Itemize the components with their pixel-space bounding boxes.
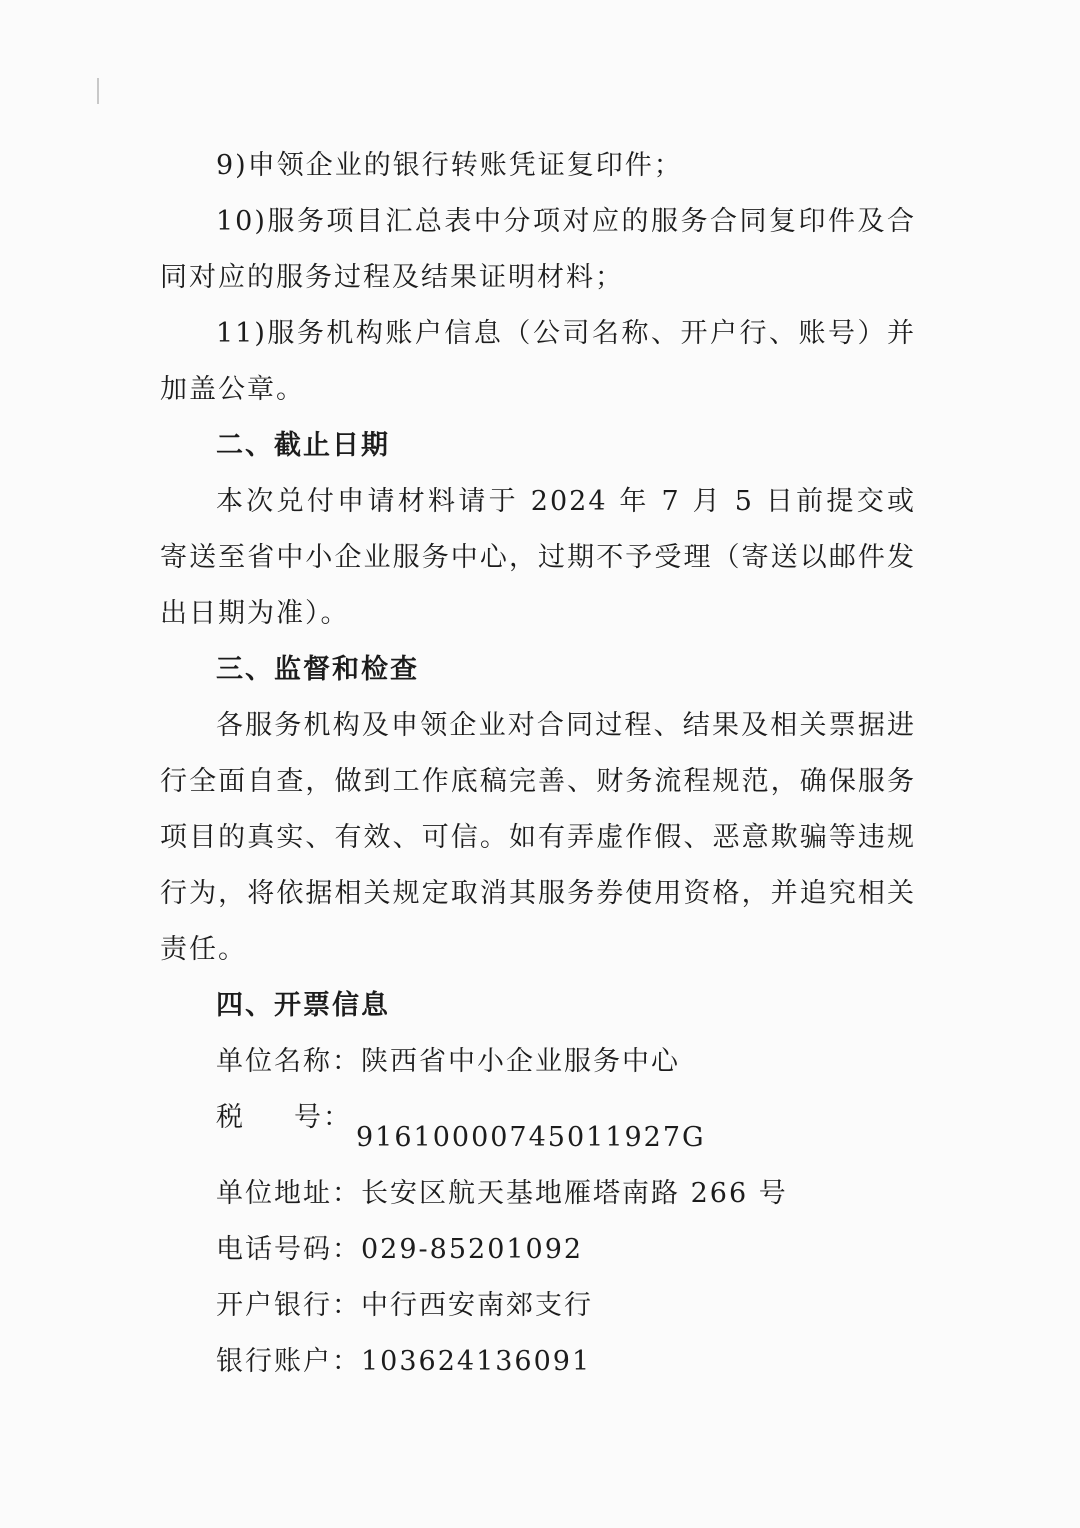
invoice-phone-value: 029-85201092 (361, 1234, 584, 1265)
scan-edge-mark (97, 78, 99, 104)
section-body-supervision: 各服务机构及申领企业对合同过程、结果及相关票据进行全面自查，做到工作底稿完善、财务流程规范，确保服务项目的真实、有效、可信。如有弄虚作假、恶意欺骗等违规行为，将依据相关规定取消其服务券使用资格，并追究相关责任。 (160, 710, 916, 965)
invoice-unit-name (160, 1034, 916, 1090)
invoice-tax-label-start: 税 (216, 1102, 245, 1133)
item-11: 11)服务机构账户信息（公司名称、开户行、账号）并加盖公章。 (160, 318, 916, 405)
invoice-account (160, 1334, 916, 1390)
invoice-unit-name-value: 陕西省中小企业服务中心 (361, 1046, 680, 1077)
invoice-address (160, 1166, 916, 1222)
invoice-account-value: 103624136091 (361, 1346, 592, 1377)
invoice-phone (160, 1222, 916, 1278)
invoice-address-value: 长安区航天基地雁塔南路 266 号 (361, 1178, 788, 1209)
section-heading-invoice: 四、开票信息 (216, 990, 390, 1021)
item-9: 9)申领企业的银行转账凭证复印件； (216, 150, 683, 181)
invoice-tax-label (216, 1090, 356, 1146)
invoice-account-label: 银行账户： (216, 1346, 361, 1377)
invoice-tax-number (160, 1090, 916, 1166)
invoice-unit-name-label: 单位名称： (216, 1046, 361, 1077)
item-10: 10)服务项目汇总表中分项对应的服务合同复印件及合同对应的服务过程及结果证明材料； (160, 206, 916, 293)
section-heading-supervision: 三、监督和检查 (216, 654, 419, 685)
invoice-tax-label-end: 号： (294, 1102, 352, 1133)
invoice-tax-value: 91610000745011927G (356, 1122, 706, 1153)
invoice-bank-label: 开户银行： (216, 1290, 361, 1321)
invoice-bank-value: 中行西安南郊支行 (361, 1290, 593, 1321)
invoice-phone-label: 电话号码： (216, 1234, 361, 1265)
document-body (160, 138, 916, 1390)
section-heading-deadline: 二、截止日期 (216, 430, 390, 461)
section-body-deadline: 本次兑付申请材料请于 2024 年 7 月 5 日前提交或寄送至省中小企业服务中心，过期不予受理（寄送以邮件发出日期为准）。 (160, 486, 916, 629)
invoice-bank (160, 1278, 916, 1334)
invoice-address-label: 单位地址： (216, 1178, 361, 1209)
